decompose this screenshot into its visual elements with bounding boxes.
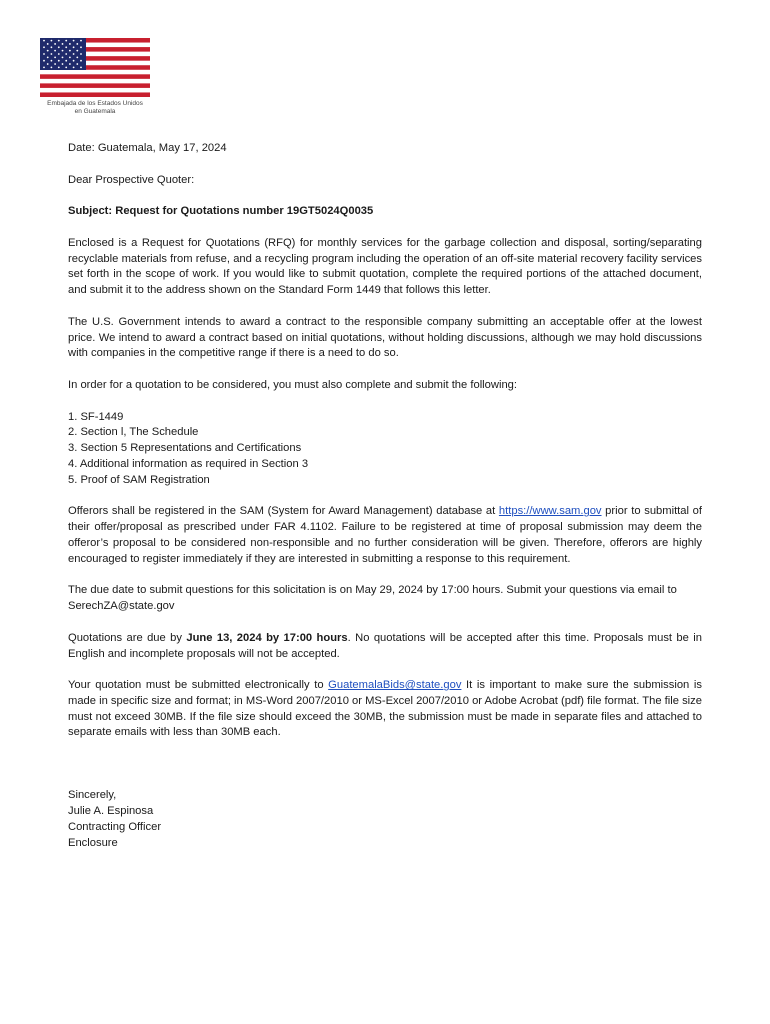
due-text-before: Quotations are due by: [68, 631, 187, 644]
submission-text-after: It is important to make sure the submission is made in specific size and format; in MS-Word 2007/2010 or MS-Excel 2007/2010 or Adobe Acrobat (pdf) file format. The file size must not exceed 30MB. If the file size should exceed the 30MB, the submission must be made in separate files and attached to separate emails with less than 30MB each.: [68, 679, 702, 739]
due-text-after: . No quotations will be accepted after this time. Proposals must be in English and incomplete proposals will not be accepted.: [68, 631, 702, 660]
paragraph-rfq-intro: Enclosed is a Request for Quotations (RFQ) for monthly services for the garbage collection and disposal, sorting/separating recyclable materials from refuse, and a recycling program including the operation of an off-site material recovery facility services set forth in the scope of work. If you would like to submit quotation, complete the required portions of the attached document, and submit it to the address shown on the Standard Form 1449 that follows this letter.: [68, 236, 702, 297]
list-item: 4. Additional information as required in Section 3: [68, 457, 309, 470]
paragraph-requirements-intro: In order for a quotation to be considered, you must also complete and submit the following:: [68, 378, 518, 391]
sam-text-after: prior to submittal of their offer/proposal as prescribed under FAR 4.1102. Failure to be registered at time of proposal submission may deem the offeror’s proposal to be considered non-responsible and no further consideration will be given. Therefore, offerors are highly encouraged to register immediately if they are interested in submitting a response to this requirement.: [68, 505, 702, 565]
list-item: 1. SF-1449: [68, 410, 124, 423]
signer-name: Julie A. Espinosa: [68, 805, 154, 818]
paragraph-submission: [68, 678, 702, 741]
signer-title: Contracting Officer: [68, 820, 162, 833]
salutation: Dear Prospective Quoter:: [68, 173, 195, 186]
letterhead: [40, 38, 152, 116]
requirements-list: [68, 410, 702, 489]
paragraph-quotations-due: [68, 631, 702, 663]
paragraph-sam: [68, 504, 702, 567]
us-flag-logo: [40, 38, 150, 97]
embassy-line-1: Embajada de los Estados Unidos: [47, 100, 143, 107]
bids-email-link[interactable]: GuatemalaBids@state.gov: [328, 679, 462, 692]
signature-block: [68, 788, 702, 851]
closing-sincerely: Sincerely,: [68, 789, 117, 802]
paragraph-questions-due: The due date to submit questions for this solicitation is on May 29, 2024 by 17:00 hours. Submit your questions via email to SerechZA@state.gov: [68, 584, 677, 613]
embassy-name: [40, 100, 150, 116]
list-item: 3. Section 5 Representations and Certifications: [68, 442, 302, 455]
paragraph-award: The U.S. Government intends to award a contract to the responsible company submitting an acceptable offer at the lowest price. We intend to award a contract based on initial quotations, without holding discussions, although we may hold discussions with companies in the competitive range if there is a need to do so.: [68, 315, 702, 360]
list-item: 5. Proof of SAM Registration: [68, 473, 210, 486]
embassy-line-2: en Guatemala: [74, 108, 116, 115]
due-date-bold: June 13, 2024 by 17:00 hours: [186, 631, 348, 644]
letter-date: Date: Guatemala, May 17, 2024: [68, 142, 227, 154]
sam-link[interactable]: https://www.sam.gov: [498, 505, 602, 518]
enclosure-note: Enclosure: [68, 836, 118, 849]
letter-body: [68, 141, 702, 851]
sam-text-before: Offerors shall be registered in the SAM (System for Award Management) database at: [68, 505, 499, 518]
submission-text-before: Your quotation must be submitted electronically to: [68, 679, 329, 692]
list-item: 2. Section l, The Schedule: [68, 426, 199, 439]
subject-line: Subject: Request for Quotations number 19GT5024Q0035: [68, 205, 374, 218]
